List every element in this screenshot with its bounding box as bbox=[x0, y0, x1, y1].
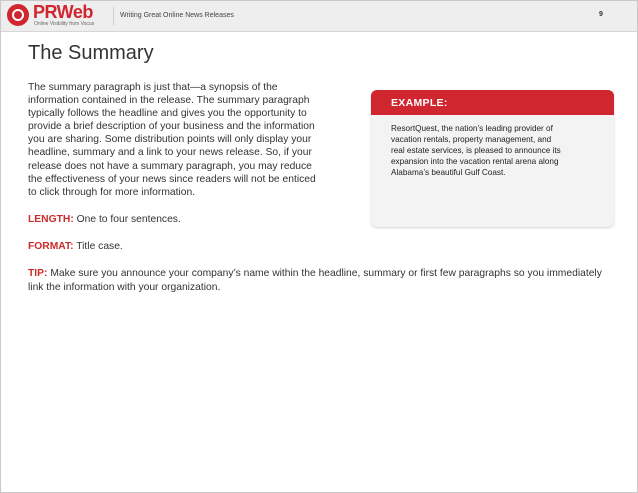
example-line: real estate services, is pleased to announce its bbox=[391, 146, 561, 155]
paragraph-line: to click through for more information. bbox=[28, 186, 196, 198]
tip-label: TIP: bbox=[28, 268, 48, 279]
example-line: ResortQuest, the nation’s leading provider of bbox=[391, 124, 553, 133]
page-number: 9 bbox=[599, 11, 603, 18]
example-text bbox=[391, 123, 601, 178]
logo-wordmark: PRWeb bbox=[33, 2, 93, 22]
header-divider bbox=[113, 7, 114, 25]
paragraph-line: the effectiveness of your news since readers will not be enticed bbox=[28, 173, 316, 185]
logo-tagline: Online Visibility from Vocus bbox=[34, 21, 95, 27]
paragraph-line: headline, summary and a link to your news release. So, if your bbox=[28, 147, 312, 159]
tip-guideline bbox=[28, 267, 618, 295]
paragraph-line: typically follows the headline and gives you the opportunity to bbox=[28, 108, 307, 120]
logo-target-icon bbox=[7, 4, 29, 26]
paragraph-line: information contained in the release. The summary paragraph bbox=[28, 95, 310, 107]
length-label: LENGTH: bbox=[28, 214, 74, 225]
prweb-logo bbox=[7, 4, 111, 28]
tip-value: Make sure you announce your company’s name within the headline, summary or first few paragraphs so you immediately link the information with your organization. bbox=[28, 268, 602, 293]
paragraph-line: provide a brief description of your business and the information bbox=[28, 121, 315, 133]
format-label: FORMAT: bbox=[28, 241, 74, 252]
example-label: EXAMPLE: bbox=[391, 97, 448, 109]
page-header bbox=[1, 1, 637, 32]
example-header bbox=[371, 90, 614, 115]
paragraph-line: The summary paragraph is just that—a synopsis of the bbox=[28, 82, 278, 93]
example-box bbox=[371, 90, 614, 227]
paragraph-line: release does not have a summary paragraph, you may reduce bbox=[28, 160, 312, 172]
paragraph-line: you are sharing. Some distribution points will only display your bbox=[28, 134, 312, 146]
length-guideline bbox=[28, 214, 181, 225]
page-title: The Summary bbox=[28, 42, 154, 64]
example-line: vacation rentals, property management, and bbox=[391, 135, 552, 144]
summary-paragraph bbox=[28, 81, 358, 199]
example-line: Alabama’s beautiful Gulf Coast. bbox=[391, 168, 506, 177]
format-guideline bbox=[28, 241, 123, 252]
format-value: Title case. bbox=[73, 241, 123, 252]
length-value: One to four sentences. bbox=[73, 214, 181, 225]
document-title: Writing Great Online News Releases bbox=[120, 12, 234, 19]
example-line: expansion into the vacation rental arena along bbox=[391, 157, 559, 166]
